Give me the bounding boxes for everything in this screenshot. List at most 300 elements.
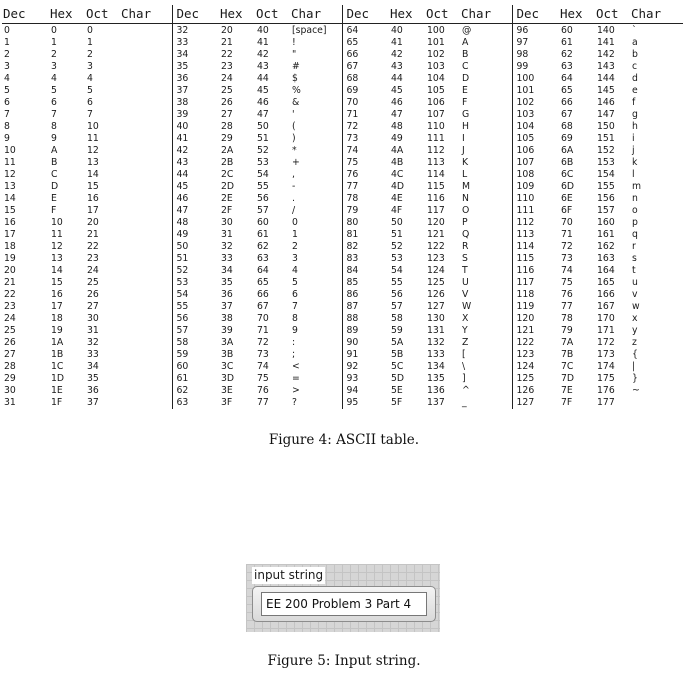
- hex-cell: 51: [391, 229, 403, 240]
- hex-cell: 1D: [51, 373, 65, 384]
- char-cell: ,: [292, 169, 295, 180]
- dec-cell: 98: [512, 49, 559, 61]
- dec-cell: 6: [4, 97, 10, 108]
- table-row: [2, 397, 683, 409]
- oct-cell: 165: [597, 277, 615, 288]
- dec-cell: 44: [172, 169, 219, 181]
- oct-cell: 14: [87, 169, 99, 180]
- oct-cell: 116: [427, 193, 445, 204]
- dec-cell: 43: [172, 157, 219, 169]
- char-cell: p: [632, 217, 638, 228]
- column-header-dec: Dec: [342, 5, 389, 24]
- char-cell: k: [632, 157, 638, 168]
- char-cell: [120, 121, 172, 133]
- dec-cell: 0: [4, 25, 10, 36]
- table-row: [2, 373, 683, 385]
- hex-cell: 61: [561, 37, 573, 48]
- oct-cell: 162: [597, 241, 615, 252]
- char-cell: [630, 397, 683, 409]
- hex-cell: 19: [51, 325, 63, 336]
- char-cell: -: [292, 181, 296, 192]
- hex-cell: 12: [51, 241, 63, 252]
- char-cell: b: [632, 49, 638, 60]
- hex-cell: 46: [391, 97, 403, 108]
- char-cell: g: [632, 109, 638, 120]
- hex-cell: 1: [51, 37, 57, 48]
- oct-cell: 152: [597, 145, 615, 156]
- char-cell: `: [632, 25, 637, 36]
- hex-cell: 6C: [561, 169, 574, 180]
- char-cell: _: [462, 397, 467, 408]
- dec-cell: 51: [172, 253, 219, 265]
- char-cell: [120, 169, 172, 181]
- dec-cell: 56: [172, 313, 219, 325]
- char-cell: ": [292, 49, 297, 60]
- oct-cell: 15: [87, 181, 99, 192]
- header-row: [2, 5, 683, 24]
- table-row: [2, 349, 683, 361]
- oct-cell: 31: [87, 325, 99, 336]
- oct-cell: 13: [87, 157, 99, 168]
- dec-cell: 103: [512, 109, 559, 121]
- dec-cell: 60: [172, 361, 219, 373]
- hex-cell: 40: [391, 25, 403, 36]
- oct-cell: 175: [597, 373, 615, 384]
- dec-cell: 67: [342, 61, 389, 73]
- oct-cell: 171: [597, 325, 615, 336]
- char-cell: $: [292, 73, 298, 84]
- oct-cell: 11: [87, 133, 99, 144]
- char-cell: 7: [292, 301, 298, 312]
- oct-cell: 74: [257, 361, 269, 372]
- hex-cell: 42: [391, 49, 403, 60]
- oct-cell: 147: [597, 109, 615, 120]
- dec-cell: 21: [4, 277, 16, 288]
- hex-cell: 38: [221, 313, 233, 324]
- char-cell: @: [462, 25, 472, 36]
- char-cell: m: [632, 181, 642, 192]
- table-row: [2, 361, 683, 373]
- oct-cell: 114: [427, 169, 445, 180]
- dec-cell: 12: [4, 169, 16, 180]
- oct-cell: 2: [87, 49, 93, 60]
- dec-cell: 16: [4, 217, 16, 228]
- hex-cell: 73: [561, 253, 573, 264]
- dec-cell: 55: [172, 301, 219, 313]
- char-cell: e: [632, 85, 638, 96]
- char-cell: +: [292, 157, 300, 168]
- hex-cell: 11: [51, 229, 63, 240]
- hex-cell: 15: [51, 277, 63, 288]
- dec-cell: 1: [4, 37, 10, 48]
- dec-cell: 89: [342, 325, 389, 337]
- hex-cell: 29: [221, 133, 233, 144]
- char-cell: O: [462, 205, 470, 216]
- oct-cell: 27: [87, 301, 99, 312]
- char-cell: F: [462, 97, 468, 108]
- hex-cell: 7: [51, 109, 57, 120]
- column-header-char: Char: [460, 5, 512, 24]
- hex-cell: 72: [561, 241, 573, 252]
- dec-cell: 110: [512, 193, 559, 205]
- dec-cell: 82: [342, 241, 389, 253]
- hex-cell: 3C: [221, 361, 234, 372]
- hex-cell: 3: [51, 61, 57, 72]
- char-cell: f: [632, 97, 636, 108]
- dec-cell: 81: [342, 229, 389, 241]
- char-cell: X: [462, 313, 469, 324]
- char-cell: (: [292, 121, 296, 132]
- hex-cell: 66: [561, 97, 573, 108]
- table-row: [2, 217, 683, 229]
- dec-cell: 25: [4, 325, 16, 336]
- dec-cell: 22: [4, 289, 16, 300]
- table-row: [2, 205, 683, 217]
- dec-cell: 79: [342, 205, 389, 217]
- dec-cell: 53: [172, 277, 219, 289]
- char-cell: ]: [462, 373, 466, 384]
- dec-cell: 118: [512, 289, 559, 301]
- dec-cell: 116: [512, 265, 559, 277]
- char-cell: [120, 109, 172, 121]
- table-row: [2, 145, 683, 157]
- oct-cell: 103: [427, 61, 445, 72]
- oct-cell: 7: [87, 109, 93, 120]
- char-cell: y: [632, 325, 638, 336]
- char-cell: 4: [292, 265, 298, 276]
- hex-cell: 37: [221, 301, 233, 312]
- oct-cell: 100: [427, 25, 445, 36]
- oct-cell: 144: [597, 73, 615, 84]
- dec-cell: 114: [512, 241, 559, 253]
- hex-cell: 5B: [391, 349, 404, 360]
- dec-cell: 62: [172, 385, 219, 397]
- oct-cell: 177: [597, 397, 615, 408]
- oct-cell: 40: [257, 25, 269, 36]
- oct-cell: 115: [427, 181, 445, 192]
- hex-cell: 59: [391, 325, 403, 336]
- char-cell: ): [292, 133, 296, 144]
- dec-cell: 100: [512, 73, 559, 85]
- char-cell: l: [632, 169, 635, 180]
- hex-cell: 36: [221, 289, 233, 300]
- oct-cell: 102: [427, 49, 445, 60]
- char-cell: [120, 157, 172, 169]
- table-row: [2, 313, 683, 325]
- hex-cell: 47: [391, 109, 403, 120]
- dec-cell: 36: [172, 73, 219, 85]
- hex-cell: 5C: [391, 361, 404, 372]
- char-cell: [120, 361, 172, 373]
- dec-cell: 63: [172, 397, 219, 409]
- dec-cell: 52: [172, 265, 219, 277]
- hex-cell: 22: [221, 49, 233, 60]
- char-cell: \: [462, 361, 466, 372]
- char-cell: D: [462, 73, 470, 84]
- dec-cell: 64: [342, 24, 389, 38]
- char-cell: H: [462, 121, 469, 132]
- hex-cell: 3A: [221, 337, 234, 348]
- char-cell: [120, 229, 172, 241]
- dec-cell: 68: [342, 73, 389, 85]
- char-cell: 9: [292, 325, 298, 336]
- hex-cell: 5: [51, 85, 57, 96]
- oct-cell: 3: [87, 61, 93, 72]
- table-row: [2, 325, 683, 337]
- hex-cell: 2A: [221, 145, 234, 156]
- char-cell: .: [292, 193, 295, 204]
- figure-4-caption: Figure 4: ASCII table.: [268, 432, 420, 448]
- dec-cell: 29: [4, 373, 16, 384]
- input-string-frame: [252, 586, 436, 622]
- dec-cell: 107: [512, 157, 559, 169]
- hex-cell: E: [51, 193, 57, 204]
- char-cell: v: [632, 289, 638, 300]
- char-cell: J: [462, 145, 465, 156]
- hex-cell: 48: [391, 121, 403, 132]
- oct-cell: 20: [87, 217, 99, 228]
- hex-cell: 78: [561, 313, 573, 324]
- hex-cell: 4F: [391, 205, 403, 216]
- char-cell: [120, 397, 172, 409]
- oct-cell: 130: [427, 313, 445, 324]
- hex-cell: 3E: [221, 385, 233, 396]
- char-cell: o: [632, 205, 638, 216]
- dec-cell: 96: [512, 24, 559, 38]
- oct-cell: 167: [597, 301, 615, 312]
- char-cell: [120, 97, 172, 109]
- table-row: [2, 24, 683, 38]
- dec-cell: 86: [342, 289, 389, 301]
- hex-cell: 9: [51, 133, 57, 144]
- char-cell: s: [632, 253, 637, 264]
- oct-cell: 50: [257, 121, 269, 132]
- oct-cell: 126: [427, 289, 445, 300]
- hex-cell: 3F: [221, 397, 233, 408]
- oct-cell: 117: [427, 205, 445, 216]
- oct-cell: 174: [597, 361, 615, 372]
- hex-cell: 1C: [51, 361, 64, 372]
- hex-cell: 6A: [561, 145, 574, 156]
- ascii-table-header: [2, 5, 683, 24]
- dec-cell: 61: [172, 373, 219, 385]
- oct-cell: 42: [257, 49, 269, 60]
- char-cell: q: [632, 229, 638, 240]
- hex-cell: 4B: [391, 157, 404, 168]
- char-cell: t: [632, 265, 636, 276]
- char-cell: I: [462, 133, 465, 144]
- input-string-field[interactable]: [261, 592, 427, 616]
- oct-cell: 16: [87, 193, 99, 204]
- oct-cell: 113: [427, 157, 445, 168]
- hex-cell: 35: [221, 277, 233, 288]
- dec-cell: 95: [342, 397, 389, 409]
- oct-cell: 12: [87, 145, 99, 156]
- column-header-dec: Dec: [512, 5, 559, 24]
- oct-cell: 141: [597, 37, 615, 48]
- dec-cell: 72: [342, 121, 389, 133]
- hex-cell: 0: [51, 25, 57, 36]
- hex-cell: 6E: [561, 193, 573, 204]
- dec-cell: 109: [512, 181, 559, 193]
- table-row: [2, 133, 683, 145]
- oct-cell: 22: [87, 241, 99, 252]
- char-cell: [space]: [292, 25, 327, 36]
- oct-cell: 173: [597, 349, 615, 360]
- oct-cell: 72: [257, 337, 269, 348]
- hex-cell: 74: [561, 265, 573, 276]
- oct-cell: 76: [257, 385, 269, 396]
- char-cell: #: [292, 61, 300, 72]
- dec-cell: 104: [512, 121, 559, 133]
- hex-cell: 5E: [391, 385, 403, 396]
- char-cell: E: [462, 85, 468, 96]
- column-header-hex: Hex: [559, 5, 595, 24]
- hex-cell: 44: [391, 73, 403, 84]
- table-row: [2, 289, 683, 301]
- char-cell: [120, 241, 172, 253]
- oct-cell: 25: [87, 277, 99, 288]
- char-cell: C: [462, 61, 469, 72]
- oct-cell: 170: [597, 313, 615, 324]
- oct-cell: 143: [597, 61, 615, 72]
- hex-cell: 27: [221, 109, 233, 120]
- column-header-char: Char: [630, 5, 683, 24]
- dec-cell: 18: [4, 241, 16, 252]
- table-row: [2, 169, 683, 181]
- table-row: [2, 85, 683, 97]
- table-row: [2, 277, 683, 289]
- oct-cell: 107: [427, 109, 445, 120]
- dec-cell: 77: [342, 181, 389, 193]
- hex-cell: 26: [221, 97, 233, 108]
- oct-cell: 46: [257, 97, 269, 108]
- oct-cell: 43: [257, 61, 269, 72]
- char-cell: /: [292, 205, 296, 216]
- char-cell: <: [292, 361, 300, 372]
- oct-cell: 155: [597, 181, 615, 192]
- dec-cell: 71: [342, 109, 389, 121]
- hex-cell: 33: [221, 253, 233, 264]
- hex-cell: 54: [391, 265, 403, 276]
- dec-cell: 33: [172, 37, 219, 49]
- hex-cell: 25: [221, 85, 233, 96]
- char-cell: ': [292, 109, 295, 120]
- oct-cell: 75: [257, 373, 269, 384]
- dec-cell: 35: [172, 61, 219, 73]
- dec-cell: 3: [4, 61, 10, 72]
- dec-cell: 117: [512, 277, 559, 289]
- hex-cell: 71: [561, 229, 573, 240]
- char-cell: R: [462, 241, 469, 252]
- oct-cell: 160: [597, 217, 615, 228]
- dec-cell: 27: [4, 349, 16, 360]
- char-cell: [120, 325, 172, 337]
- hex-cell: 52: [391, 241, 403, 252]
- char-cell: [120, 37, 172, 49]
- oct-cell: 120: [427, 217, 445, 228]
- hex-cell: B: [51, 157, 58, 168]
- dec-cell: 17: [4, 229, 16, 240]
- table-row: [2, 121, 683, 133]
- oct-cell: 150: [597, 121, 615, 132]
- dec-cell: 42: [172, 145, 219, 157]
- char-cell: ^: [462, 385, 470, 396]
- figure-5-caption: Figure 5: Input string.: [267, 653, 421, 669]
- dec-cell: 122: [512, 337, 559, 349]
- oct-cell: 60: [257, 217, 269, 228]
- char-cell: [120, 61, 172, 73]
- dec-cell: 57: [172, 325, 219, 337]
- oct-cell: 10: [87, 121, 99, 132]
- dec-cell: 101: [512, 85, 559, 97]
- oct-cell: 63: [257, 253, 269, 264]
- oct-cell: 106: [427, 97, 445, 108]
- hex-cell: 62: [561, 49, 573, 60]
- oct-cell: 36: [87, 385, 99, 396]
- dec-cell: 66: [342, 49, 389, 61]
- hex-cell: 1B: [51, 349, 64, 360]
- char-cell: [120, 385, 172, 397]
- dec-cell: 121: [512, 325, 559, 337]
- table-row: [2, 49, 683, 61]
- hex-cell: 5D: [391, 373, 405, 384]
- dec-cell: 73: [342, 133, 389, 145]
- char-cell: r: [632, 241, 636, 252]
- oct-cell: 26: [87, 289, 99, 300]
- char-cell: G: [462, 109, 470, 120]
- hex-cell: 4E: [391, 193, 403, 204]
- hex-cell: 75: [561, 277, 573, 288]
- oct-cell: 37: [87, 397, 99, 408]
- oct-cell: 104: [427, 73, 445, 84]
- char-cell: 0: [292, 217, 298, 228]
- dec-cell: 23: [4, 301, 16, 312]
- dec-cell: 108: [512, 169, 559, 181]
- char-cell: [120, 85, 172, 97]
- oct-cell: 23: [87, 253, 99, 264]
- char-cell: [: [462, 349, 466, 360]
- table-row: [2, 229, 683, 241]
- char-cell: [120, 265, 172, 277]
- table-row: [2, 241, 683, 253]
- oct-cell: 33: [87, 349, 99, 360]
- hex-cell: 8: [51, 121, 57, 132]
- char-cell: 3: [292, 253, 298, 264]
- column-header-oct: Oct: [595, 5, 630, 24]
- dec-cell: 115: [512, 253, 559, 265]
- table-row: [2, 337, 683, 349]
- char-cell: w: [632, 301, 640, 312]
- char-cell: n: [632, 193, 638, 204]
- oct-cell: 151: [597, 133, 615, 144]
- dec-cell: 111: [512, 205, 559, 217]
- oct-cell: 54: [257, 169, 269, 180]
- hex-cell: 32: [221, 241, 233, 252]
- char-cell: c: [632, 61, 638, 72]
- hex-cell: 49: [391, 133, 403, 144]
- hex-cell: 79: [561, 325, 573, 336]
- dec-cell: 123: [512, 349, 559, 361]
- dec-cell: 112: [512, 217, 559, 229]
- table-row: [2, 181, 683, 193]
- hex-cell: 5F: [391, 397, 403, 408]
- hex-cell: 3B: [221, 349, 234, 360]
- dec-cell: 105: [512, 133, 559, 145]
- dec-cell: 48: [172, 217, 219, 229]
- dec-cell: 124: [512, 361, 559, 373]
- char-cell: %: [292, 85, 301, 96]
